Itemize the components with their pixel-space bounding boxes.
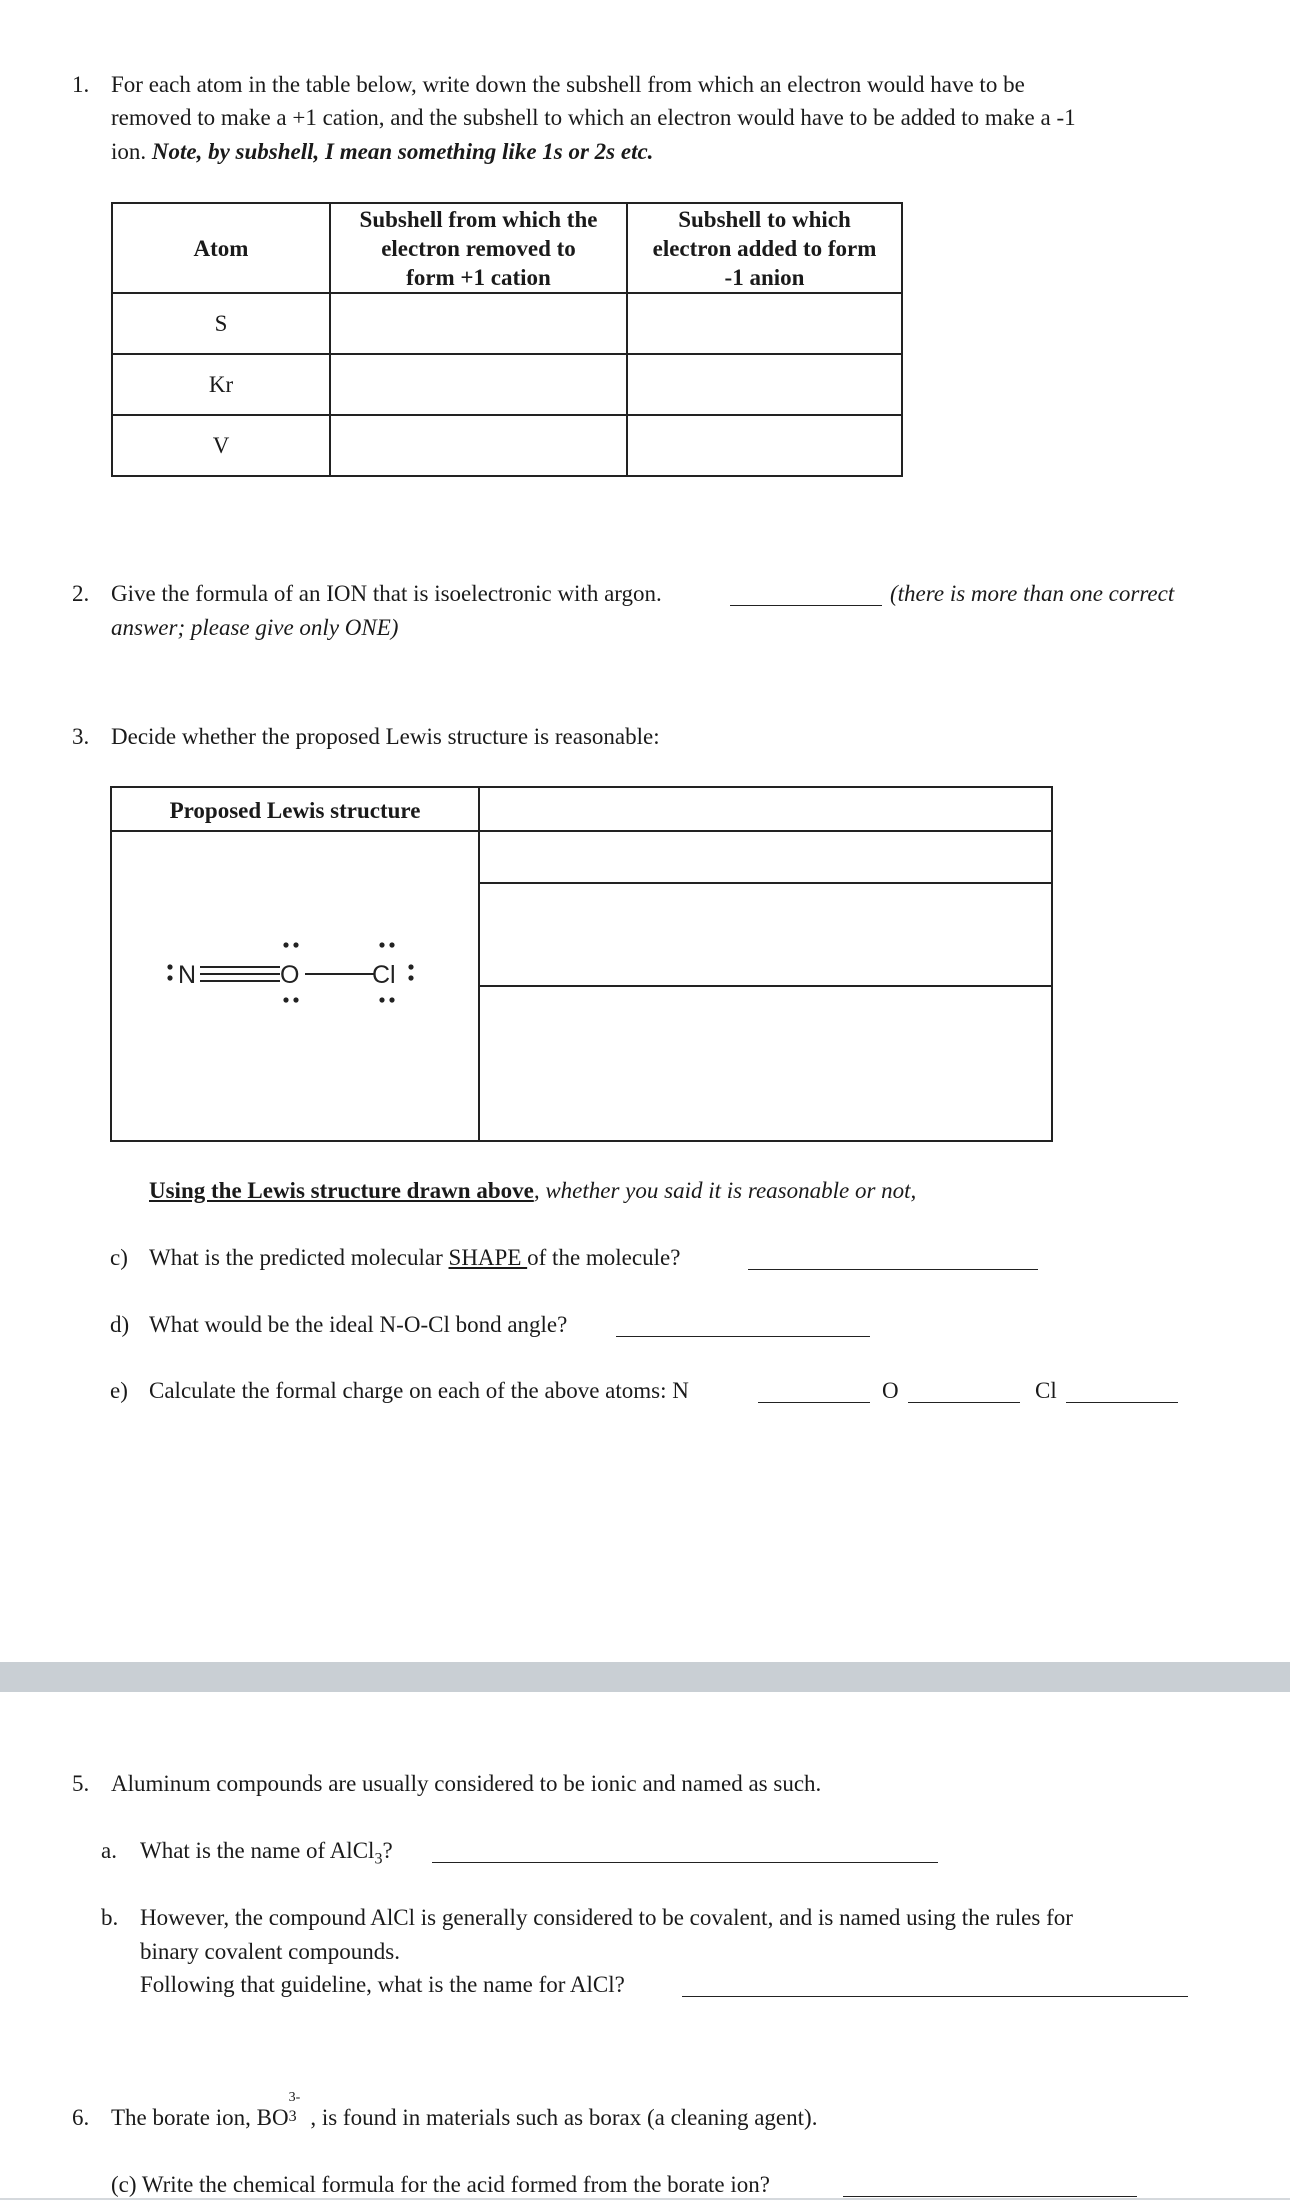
formal-charge-n-blank[interactable]	[758, 1380, 870, 1403]
lone-pair-dot	[379, 942, 384, 947]
q2-hint-line1: (there is more than one correct	[890, 581, 1175, 606]
q5-text: Aluminum compounds are usually considered to be ionic and named as such.	[111, 1771, 822, 1796]
borate-acid-blank[interactable]	[843, 2174, 1137, 2197]
answer-cell-cation[interactable]	[330, 415, 627, 476]
q3-number: 3.	[72, 724, 90, 749]
lone-pair-dot	[293, 997, 298, 1002]
q3c-text: What is the predicted molecular SHAPE of the molecule?	[149, 1245, 681, 1270]
q1-number: 1.	[72, 72, 90, 97]
answer-cell-correction[interactable]	[480, 987, 1051, 1140]
q1-line2: removed to make a +1 cation, and the subshell to which an electron would have to be added to make a -1	[111, 105, 1076, 130]
q6-text: The borate ion, BO 3- 3 , is found in materials such as borax (a cleaning agent).	[111, 2090, 818, 2130]
q5b-line2: binary covalent compounds.	[140, 1939, 400, 1964]
atom-cl: Cl	[372, 961, 396, 989]
q1-line1: For each atom in the table below, write down the subshell from which an electron would have to be	[111, 72, 1025, 97]
q5a-label: a.	[101, 1838, 117, 1863]
lone-pair-dot	[408, 975, 413, 980]
using-structure-line	[149, 1174, 916, 1208]
atom-n: N	[178, 961, 197, 989]
q5a-text: What is the name of AlCl$_3$?	[140, 1838, 393, 1868]
lone-pair-dot	[408, 964, 413, 969]
lewis-header-divider	[110, 830, 480, 832]
lewis-structure-drawing	[160, 930, 430, 1020]
using-underlined: Using the Lewis structure drawn above	[149, 1178, 534, 1203]
q3c-label: c)	[110, 1245, 128, 1270]
header-added: Subshell to which electron added to form -1 anion	[627, 203, 902, 293]
q5b-line3: Following that guideline, what is the name for AlCl?	[140, 1972, 625, 1997]
atom-cell: V	[112, 415, 330, 476]
q5b-label: b.	[101, 1905, 119, 1930]
answer-cell-anion[interactable]	[627, 354, 902, 415]
q3d-label: d)	[110, 1312, 130, 1337]
lone-pair-dot	[283, 942, 288, 947]
atom-cell: Kr	[112, 354, 330, 415]
page-bottom-edge	[0, 2198, 1290, 2200]
q5b-line1: However, the compound AlCl is generally considered to be covalent, and is named using the rules for	[140, 1905, 1073, 1930]
subshell-table	[111, 202, 903, 477]
lewis-header: Proposed Lewis structure	[169, 798, 421, 823]
answer-cell-anion[interactable]	[627, 415, 902, 476]
q1-line3	[111, 135, 653, 169]
lone-pair-dot	[167, 964, 172, 969]
answer-cell-explanation[interactable]	[480, 884, 1051, 985]
q2-number: 2.	[72, 581, 90, 606]
header-removed: Subshell from which the electron removed to form +1 cation	[330, 203, 627, 293]
angle-answer-blank[interactable]	[616, 1314, 870, 1337]
q1-note: Note, by subshell, I mean something like 1s or 2s etc.	[151, 139, 654, 164]
header-atom: Atom	[112, 203, 330, 293]
alcl3-name-blank[interactable]	[432, 1840, 938, 1863]
q3e-text: Calculate the formal charge on each of the above atoms: N	[149, 1378, 689, 1403]
atom-o: O	[280, 961, 300, 989]
formal-charge-cl-blank[interactable]	[1066, 1380, 1178, 1403]
atom-cell: S	[112, 293, 330, 354]
lone-pair-dot	[293, 942, 298, 947]
q5-number: 5.	[72, 1771, 90, 1796]
lone-pair-dot	[389, 942, 394, 947]
q3-text: Decide whether the proposed Lewis structure is reasonable:	[111, 724, 660, 749]
q3e-o-label: O	[882, 1378, 899, 1403]
answer-cell-reasonable[interactable]	[480, 832, 1051, 882]
answer-cell-cation[interactable]	[330, 354, 627, 415]
q3e-label: e)	[110, 1378, 128, 1403]
using-rest: , whether you said it is reasonable or not,	[533, 1178, 917, 1203]
lone-pair-dot	[389, 997, 394, 1002]
alcl-name-blank[interactable]	[682, 1974, 1188, 1997]
lone-pair-dot	[167, 975, 172, 980]
lone-pair-dot	[379, 997, 384, 1002]
q3e-cl-label: Cl	[1035, 1378, 1057, 1403]
q6-number: 6.	[72, 2105, 90, 2130]
q1-line3-text: ion.	[111, 139, 152, 164]
shape-answer-blank[interactable]	[748, 1247, 1038, 1270]
q2-hint-line2: answer; please give only ONE)	[111, 615, 399, 640]
q6c-text: (c) Write the chemical formula for the acid formed from the borate ion?	[111, 2172, 770, 2197]
formal-charge-o-blank[interactable]	[908, 1380, 1020, 1403]
q2-answer-blank[interactable]	[730, 583, 882, 606]
q3d-text: What would be the ideal N-O-Cl bond angle?	[149, 1312, 568, 1337]
answer-cell-anion[interactable]	[627, 293, 902, 354]
lone-pair-dot	[283, 997, 288, 1002]
page-separator-band	[0, 1662, 1290, 1692]
q2-text: Give the formula of an ION that is isoelectronic with argon.	[111, 581, 662, 606]
answer-cell-cation[interactable]	[330, 293, 627, 354]
